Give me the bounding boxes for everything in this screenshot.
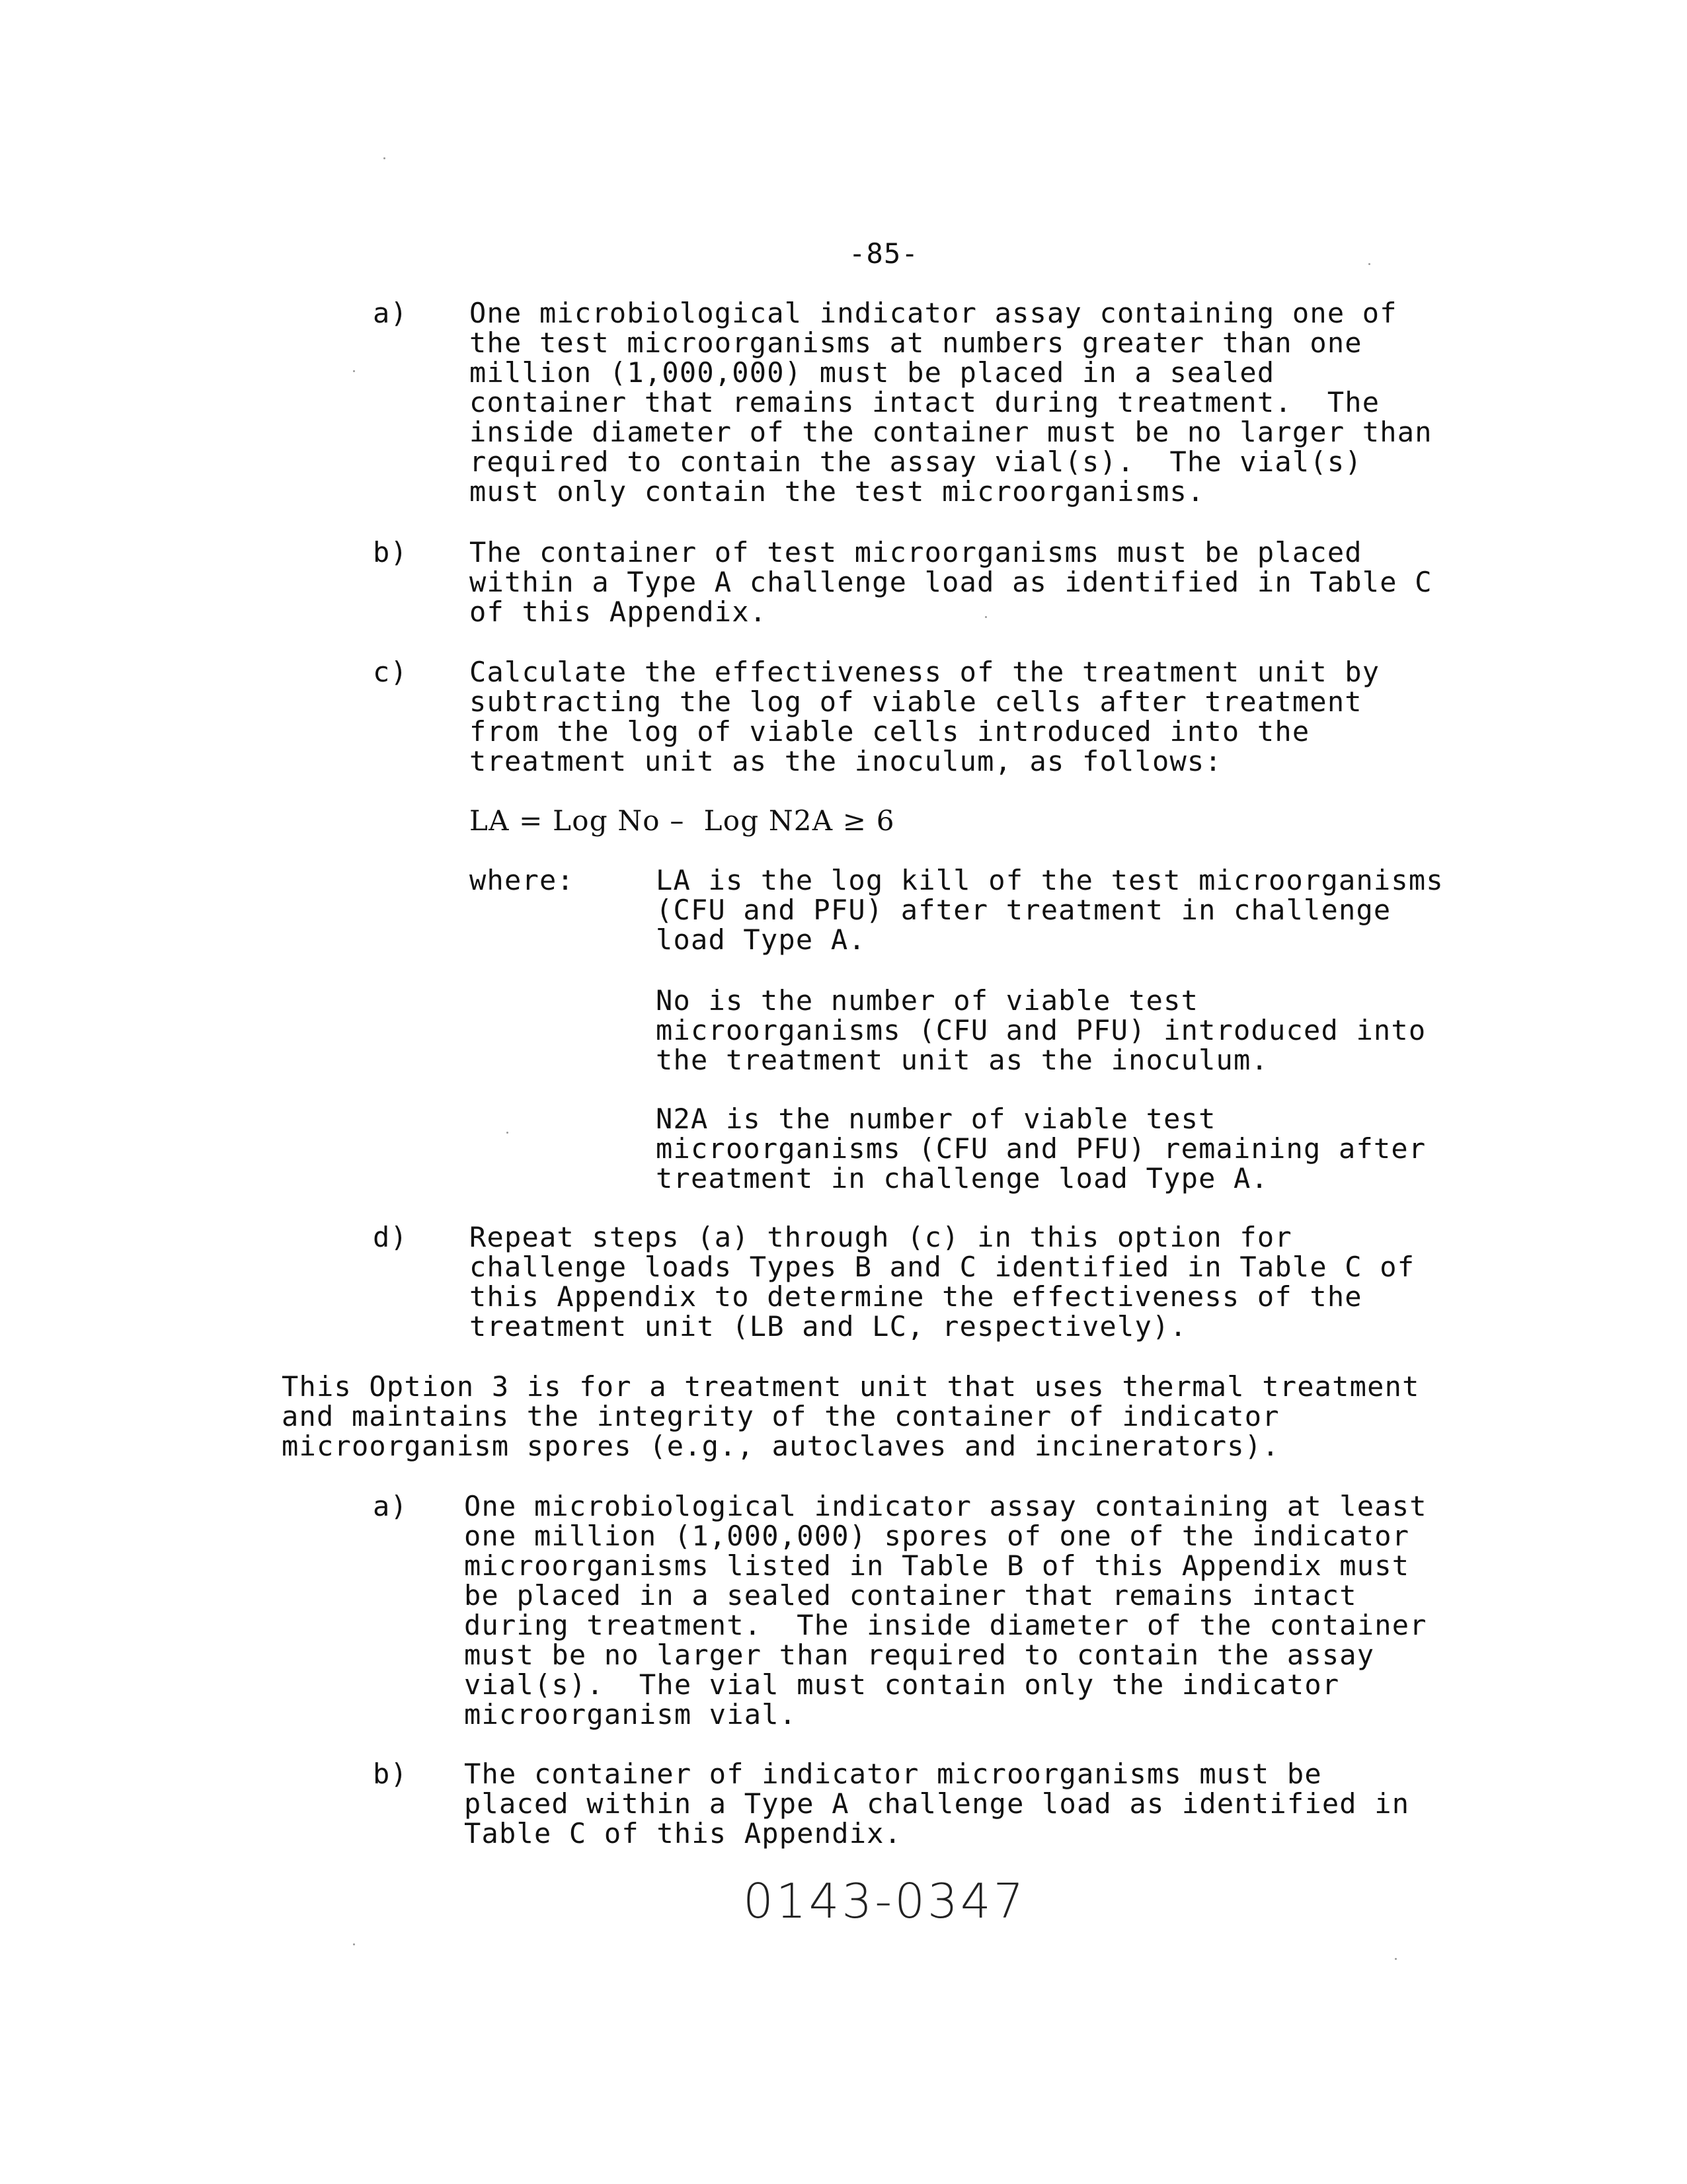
item-text: Repeat steps (a) through (c) in this option for challenge loads Types B and C identified in Table C of this Appendix to determine the effectiveness of the treatment unit (LB and LC, respectively).	[469, 1221, 1415, 1343]
definition-no: No is the number of viable test microorganisms (CFU and PFU) introduced into the treatment unit as the inoculum.	[656, 984, 1427, 1076]
item-label: a)	[373, 297, 408, 329]
item-label: b)	[373, 1758, 408, 1790]
scan-speck	[383, 157, 385, 159]
item-text: The container of test microorganisms must be placed within a Type A challenge load as identified in Table C of this Appendix.	[469, 536, 1432, 628]
definition-la: LA is the log kill of the test microorganisms (CFU and PFU) after treatment in challenge load Type A.	[656, 864, 1444, 956]
bates-number: 0143-0347	[743, 1873, 1027, 1929]
page-number: -85-	[849, 237, 919, 270]
scan-speck	[985, 616, 987, 618]
item-label: c)	[373, 656, 408, 688]
item-text: Calculate the effectiveness of the treatment unit by subtracting the log of viable cells after treatment from the log of viable cells introduced into the treatment unit as the inoculum, as follows:	[469, 656, 1380, 777]
scan-speck	[1395, 1958, 1397, 1960]
item-label: d)	[373, 1221, 408, 1253]
item-label: b)	[373, 536, 408, 568]
formula: LA = Log No – Log N2A ≥ 6	[469, 804, 895, 837]
item-text: One microbiological indicator assay containing one of the test microorganisms at numbers greater than one million (1,000,000) must be placed in a sealed container that remains intact during treatment. The inside diameter of the container must be no larger than required to contain the assay vial(s). The vial(s) must only contain the test microorganisms.	[469, 297, 1432, 508]
option3-intro: This Option 3 is for a treatment unit that uses thermal treatment and maintains the integrity of the container of indicator microorganism spores (e.g., autoclaves and incinerators).	[282, 1370, 1420, 1462]
definition-n2a: N2A is the number of viable test microorganisms (CFU and PFU) remaining after treatment in challenge load Type A.	[656, 1103, 1427, 1194]
item-label: a)	[373, 1490, 408, 1522]
item-text: One microbiological indicator assay containing at least one million (1,000,000) spores of one of the indicator microorganisms listed in Table B of this Appendix must be placed in a sealed container that remains intact during treatment. The inside diameter of the container must be no larger than required to contain the assay vial(s). The vial must contain only the indicator microorganism vial.	[464, 1490, 1427, 1731]
scan-speck	[353, 370, 355, 372]
where-label: where:	[469, 864, 574, 896]
item-text: The container of indicator microorganisms must be placed within a Type A challenge load as identified in Table C of this Appendix.	[464, 1758, 1410, 1850]
scan-speck	[353, 1943, 355, 1945]
scan-speck	[1368, 263, 1370, 265]
scan-speck	[506, 1132, 508, 1134]
